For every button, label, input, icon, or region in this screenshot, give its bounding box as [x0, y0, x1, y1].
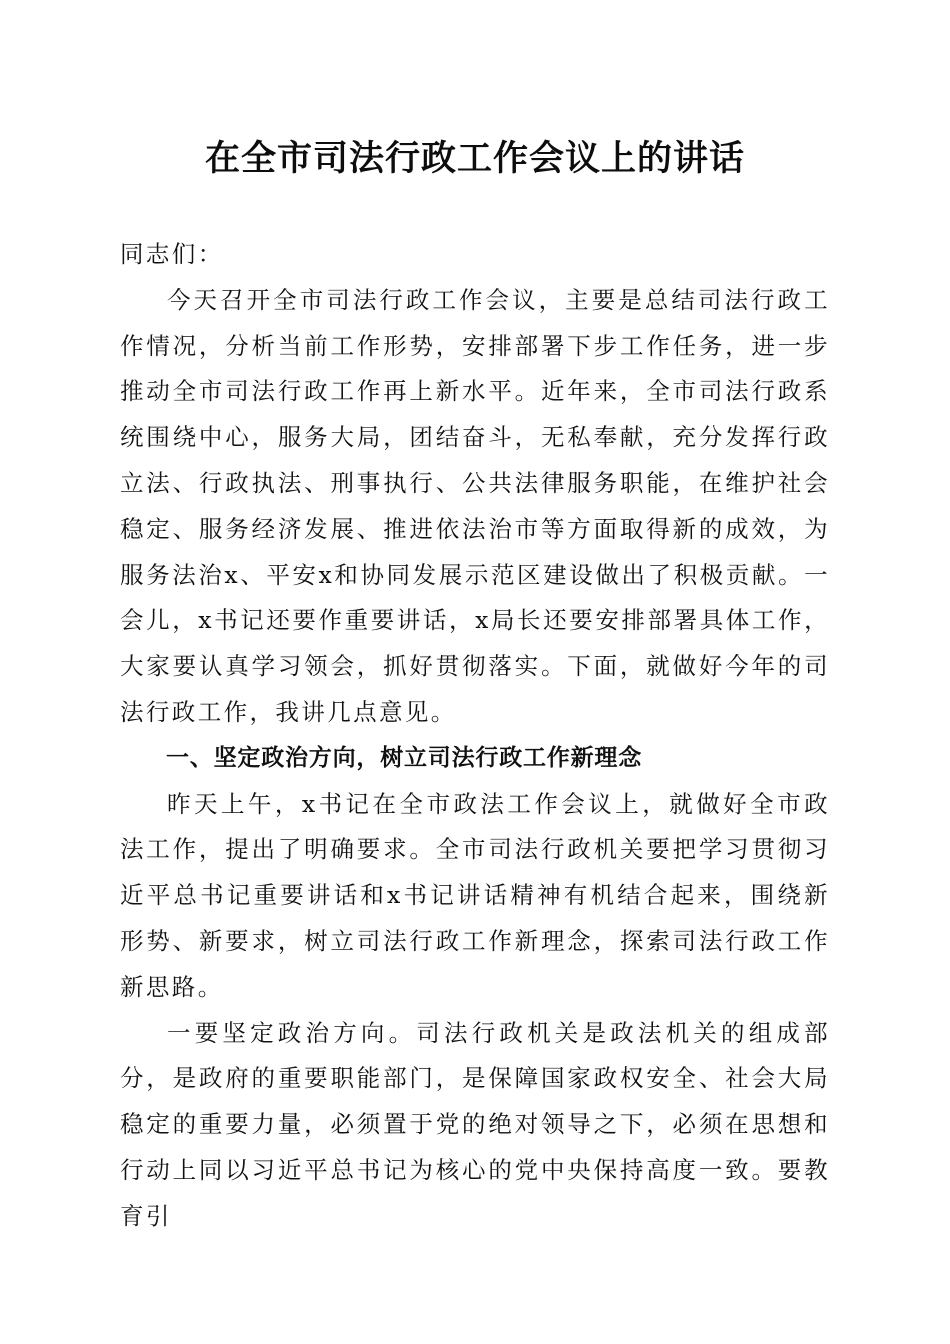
- section-heading: 一、坚定政治方向，树立司法行政工作新理念: [166, 744, 642, 771]
- section-paragraph: 昨天上午，x书记在全市政法工作会议上，就做好全市政法工作，提出了明确要求。全市司法行政机关要把学习贯彻习近平总书记重要讲话和x书记讲话精神有机结合起来，围绕新形势、新要求，树立司法行政工作新理念，探索司法行政工作新思路。: [120, 789, 830, 1001]
- section-paragraph: 一要坚定政治方向。司法行政机关是政法机关的组成部分，是政府的重要职能部门，是保障国家政权安全、社会大局稳定的重要力量，必须置于党的绝对领导之下，必须在思想和行动上同以习近平总书记为核心的党中央保持高度一致。要教育引: [120, 1018, 830, 1230]
- document-title: 在全市司法行政工作会议上的讲话: [204, 139, 745, 179]
- salutation: 同志们：: [120, 240, 224, 268]
- intro-paragraph: 今天召开全市司法行政工作会议，主要是总结司法行政工作情况，分析当前工作形势，安排部署下步工作任务，进一步推动全市司法行政工作再上新水平。近年来，全市司法行政系统围绕中心，服务大局，团结奋斗，无私奉献，充分发挥行政立法、行政执法、刑事执行、公共法律服务职能，在维护社会稳定、服务经济发展、推进依法治市等方面取得新的成效，为服务法治x、平安x和协同发展示范区建设做出了积极贡献。一会儿，x书记还要作重要讲话，x局长还要安排部署具体工作，大家要认真学习领会，抓好贯彻落实。下面，就做好今年的司法行政工作，我讲几点意见。: [120, 285, 830, 726]
- document-body: [120, 232, 830, 1240]
